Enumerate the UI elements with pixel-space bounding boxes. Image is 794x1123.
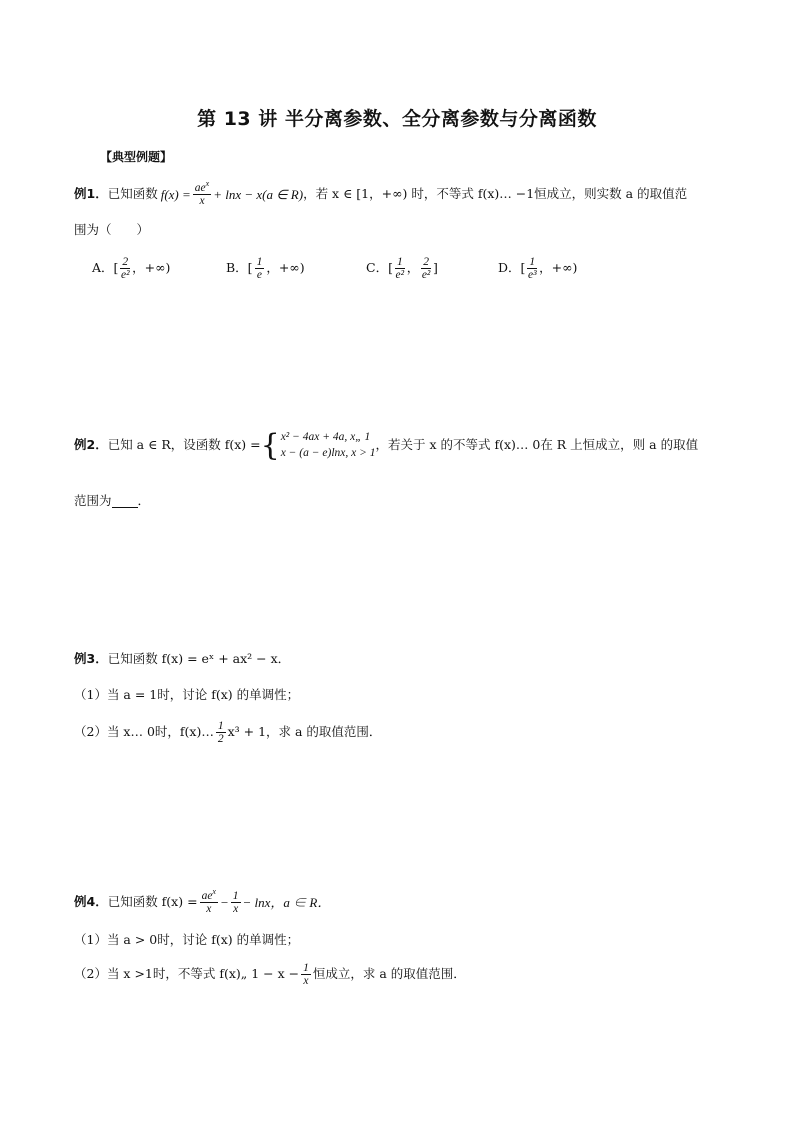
option-denominator: e² (395, 269, 405, 282)
option-tail: ，+∞) (539, 260, 578, 276)
example-1-option-d (498, 256, 577, 281)
page-title: 第 13 讲 半分离参数、全分离参数与分离函数 (197, 108, 597, 130)
example-2-line-2-text: 范围为 (74, 493, 112, 508)
question-2-post: 恒成立，求 a 的取值范围． (312, 966, 466, 982)
option-letter: C．[ (366, 260, 393, 276)
fraction-numerator-exponent: x (205, 179, 210, 189)
fraction-denominator: x (303, 975, 309, 988)
example-1-fraction (193, 179, 211, 208)
option-letter: A．[ (92, 260, 119, 276)
example-4-question-1: （1）当 a > 0时，讨论 f(x) 的单调性； (74, 932, 300, 947)
example-4-question-2 (74, 962, 466, 987)
piece-2: x − (a − e)lnx, x > 1 (280, 446, 376, 459)
piecewise-function (281, 430, 376, 461)
example-3-line-1 (74, 653, 290, 666)
question-2-post: x³ + 1，求 a 的取值范围． (227, 724, 382, 740)
example-1-text-mid: ，若 x ∈ [1，+∞) 时，不等式 f(x)… −1恒成立，则实数 a 的取值范 (303, 186, 688, 202)
example-3-label: 例3． (74, 651, 108, 666)
option-numerator: 2 (423, 256, 429, 268)
option-letter: D．[ (498, 260, 526, 276)
example-1-func-lhs: f(x) = (160, 187, 191, 203)
example-2-text-pre: 已知 a ∈ R，设函数 f(x) = (107, 437, 261, 453)
example-1-line-2: 围为（ ） (74, 222, 150, 237)
example-4-label: 例4． (74, 894, 108, 910)
example-3-question-2 (74, 720, 381, 745)
fraction-denominator: x (199, 195, 205, 208)
fraction-denominator: x (206, 903, 212, 916)
fraction-numerator: ae (201, 890, 213, 902)
option-letter: B．[ (226, 260, 253, 276)
fraction-numerator-exponent: x (212, 887, 216, 897)
question-2-pre: （2）当 x >1时，不等式 f(x)„ 1 − x − (74, 966, 300, 982)
example-1-func-rest: + lnx − x(a ∈ R) (213, 187, 304, 203)
example-3-question-1: （1）当 a = 1时，讨论 f(x) 的单调性； (74, 687, 300, 702)
piece-1: x² − 4ax + 4a, x„ 1 (280, 431, 371, 443)
example-1-text-pre: 已知函数 (107, 186, 158, 202)
option-denominator: e (256, 269, 262, 282)
option-numerator: 2 (122, 256, 129, 268)
option-denominator: e² (421, 269, 431, 282)
example-1-label: 例1． (74, 186, 108, 202)
example-4-text-pre: 已知函数 f(x) = (107, 894, 198, 910)
fraction-numerator: 1 (217, 720, 224, 732)
option-denominator: e³ (528, 269, 537, 282)
example-1-option-b (226, 256, 305, 281)
fraction-numerator: ae (194, 182, 206, 194)
option-tail: ，+∞) (132, 260, 171, 276)
fraction-denominator: 2 (217, 733, 224, 746)
fraction-numerator: 1 (232, 890, 239, 902)
option-denominator: e² (121, 269, 130, 282)
section-heading: 【典型例题】 (100, 150, 173, 164)
example-3-text: 已知函数 f(x) = eˣ + ax² − x． (107, 651, 291, 666)
example-1-option-c (366, 256, 438, 281)
example-1-line-1 (74, 179, 688, 208)
example-2-text-post: ，若关于 x 的不等式 f(x)… 0在 R 上恒成立，则 a 的取值 (375, 437, 699, 453)
example-1-option-a (92, 256, 170, 281)
question-2-pre: （2）当 x… 0时，f(x)… (74, 724, 214, 740)
minus-sign: − (219, 895, 229, 911)
fraction-denominator: x (233, 903, 239, 916)
example-2-line-2-end: ． (137, 493, 151, 508)
option-numerator: 1 (256, 256, 263, 268)
option-numerator: 1 (396, 256, 403, 268)
example-2-line-1 (74, 427, 699, 463)
example-2-label: 例2． (74, 437, 108, 453)
option-numerator: 1 (529, 256, 536, 268)
option-tail: ，+∞) (266, 260, 305, 276)
example-2-line-2 (74, 495, 150, 508)
piecewise-brace: { (260, 427, 280, 463)
example-4-line-1 (74, 887, 331, 916)
option-tail: ] (432, 260, 438, 276)
answer-blank[interactable] (112, 497, 138, 508)
example-4-text-post: − lnx，a ∈ R． (242, 895, 331, 911)
fraction-numerator: 1 (303, 962, 309, 974)
option-separator: ， (406, 260, 420, 276)
